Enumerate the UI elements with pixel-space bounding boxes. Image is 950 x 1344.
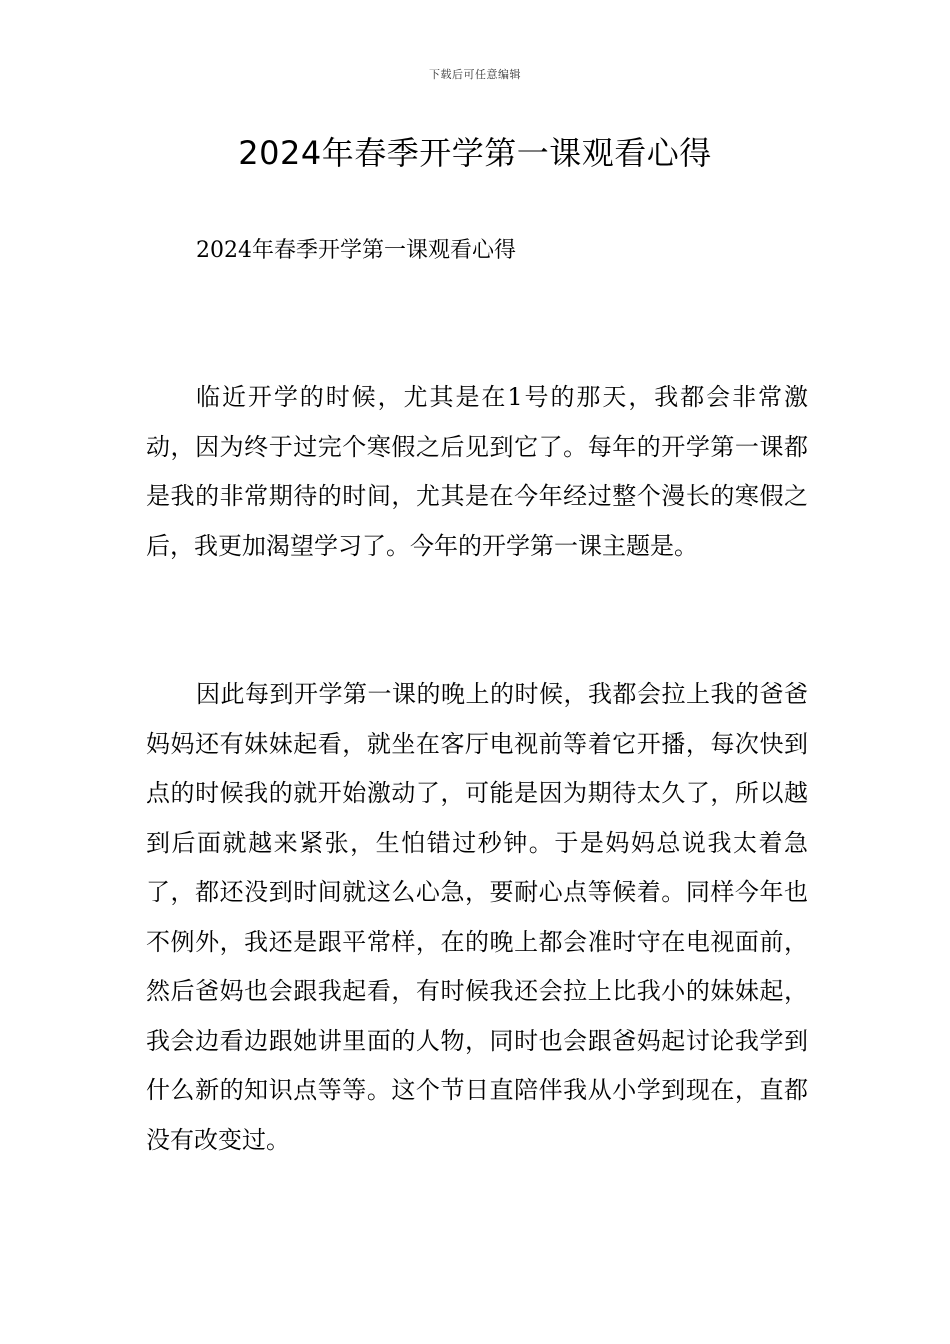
body-paragraph: 因此每到开学第一课的晚上的时候，我都会拉上我的爸爸妈妈还有妹妹起看，就坐在客厅电视前等着它开播，每次快到点的时候我的就开始激动了，可能是因为期待太久了，所以越到后面就越来紧张，生怕错过秒钟。于是妈妈总说我太着急了，都还没到时间就这么心急，要耐心点等候着。同样今年也不例外，我还是跟平常样，在的晚上都会准时守在电视面前，然后爸妈也会跟我起看，有时候我还会拉上比我小的妹妹起，我会边看边跟她讲里面的人物，同时也会跟爸妈起讨论我学到什么新的知识点等等。这个节日直陪伴我从小学到现在，直都没有改变过。 bbox=[146, 680, 808, 1154]
document-title: 2024年春季开学第一课观看心得 bbox=[238, 134, 712, 172]
header-note: 下载后可任意编辑 bbox=[429, 68, 521, 81]
body-paragraph: 临近开学的时候，尤其是在1号的那天，我都会非常激动，因为终于过完个寒假之后见到它了。每年的开学第一课都是我的非常期待的时间，尤其是在今年经过整个漫长的寒假之后，我更加渴望学习了。今年的开学第一课主题是。 bbox=[146, 383, 808, 560]
document-subtitle: 2024年春季开学第一课观看心得 bbox=[196, 238, 516, 263]
